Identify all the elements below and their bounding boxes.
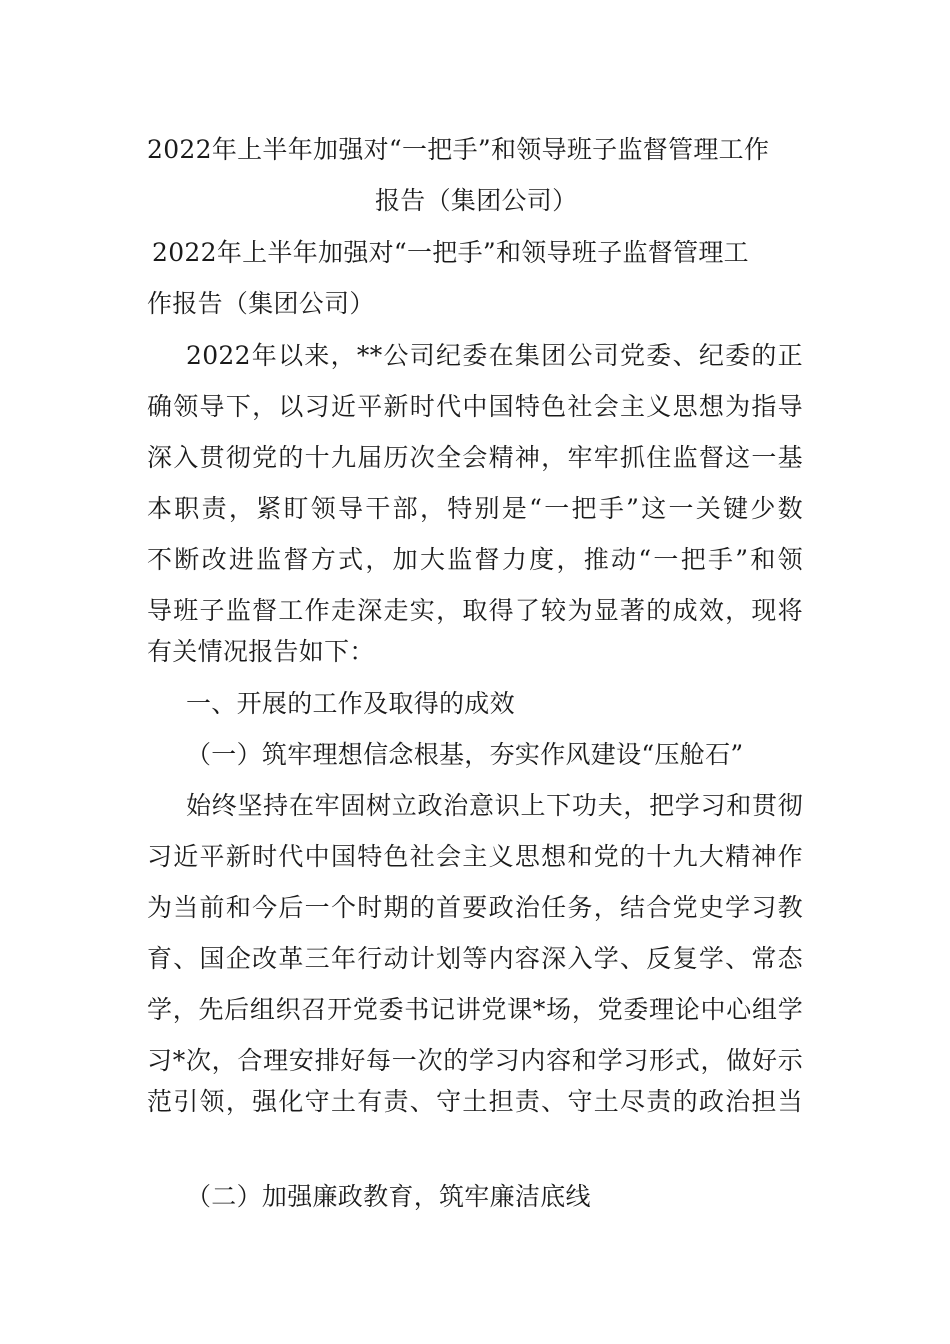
body-line: 为当前和今后一个时期的首要政治任务，结合党史学习教 — [147, 893, 803, 922]
intro-line: 深入贯彻党的十九届历次全会精神，牢牢抓住监督这一基 — [147, 443, 803, 472]
body-line: 习*次，合理安排好每一次的学习内容和学习形式，做好示 — [147, 1046, 803, 1075]
body-line: 范引领，强化守土有责、守土担责、守土尽责的政治担当 — [147, 1087, 803, 1116]
body-line: 始终坚持在牢固树立政治意识上下功夫，把学习和贯彻 — [186, 791, 803, 820]
body-line: 育、国企改革三年行动计划等内容深入学、反复学、常态 — [147, 944, 803, 973]
body-line: 学，先后组织召开党委书记讲党课*场，党委理论中心组学 — [147, 995, 803, 1024]
intro-line: 2022年以来，**公司纪委在集团公司党委、纪委的正 — [186, 341, 803, 370]
intro-line: 有关情况报告如下： — [147, 637, 375, 666]
intro-line: 确领导下，以习近平新时代中国特色社会主义思想为指导 — [147, 392, 803, 421]
subsection-2-heading: （二）加强廉政教育，筑牢廉洁底线 — [186, 1182, 591, 1211]
subtitle-line-2: 作报告（集团公司） — [147, 289, 375, 318]
intro-line: 导班子监督工作走深走实，取得了较为显著的成效，现将 — [147, 596, 803, 625]
subtitle-line-1: 2022年上半年加强对“一把手”和领导班子监督管理工 — [152, 238, 749, 267]
section-1-heading: 一、开展的工作及取得的成效 — [186, 689, 515, 718]
subsection-1-heading: （一）筑牢理想信念根基，夯实作风建设“压舱石” — [186, 740, 744, 769]
intro-line: 不断改进监督方式，加大监督力度，推动“一把手”和领 — [147, 545, 803, 574]
document-title-line-2: 报告（集团公司） — [375, 186, 578, 215]
body-line: 习近平新时代中国特色社会主义思想和党的十九大精神作 — [147, 842, 803, 871]
intro-line: 本职责，紧盯领导干部，特别是“一把手”这一关键少数 — [147, 494, 803, 523]
document-title-line-1: 2022年上半年加强对“一把手”和领导班子监督管理工作 — [147, 135, 770, 164]
